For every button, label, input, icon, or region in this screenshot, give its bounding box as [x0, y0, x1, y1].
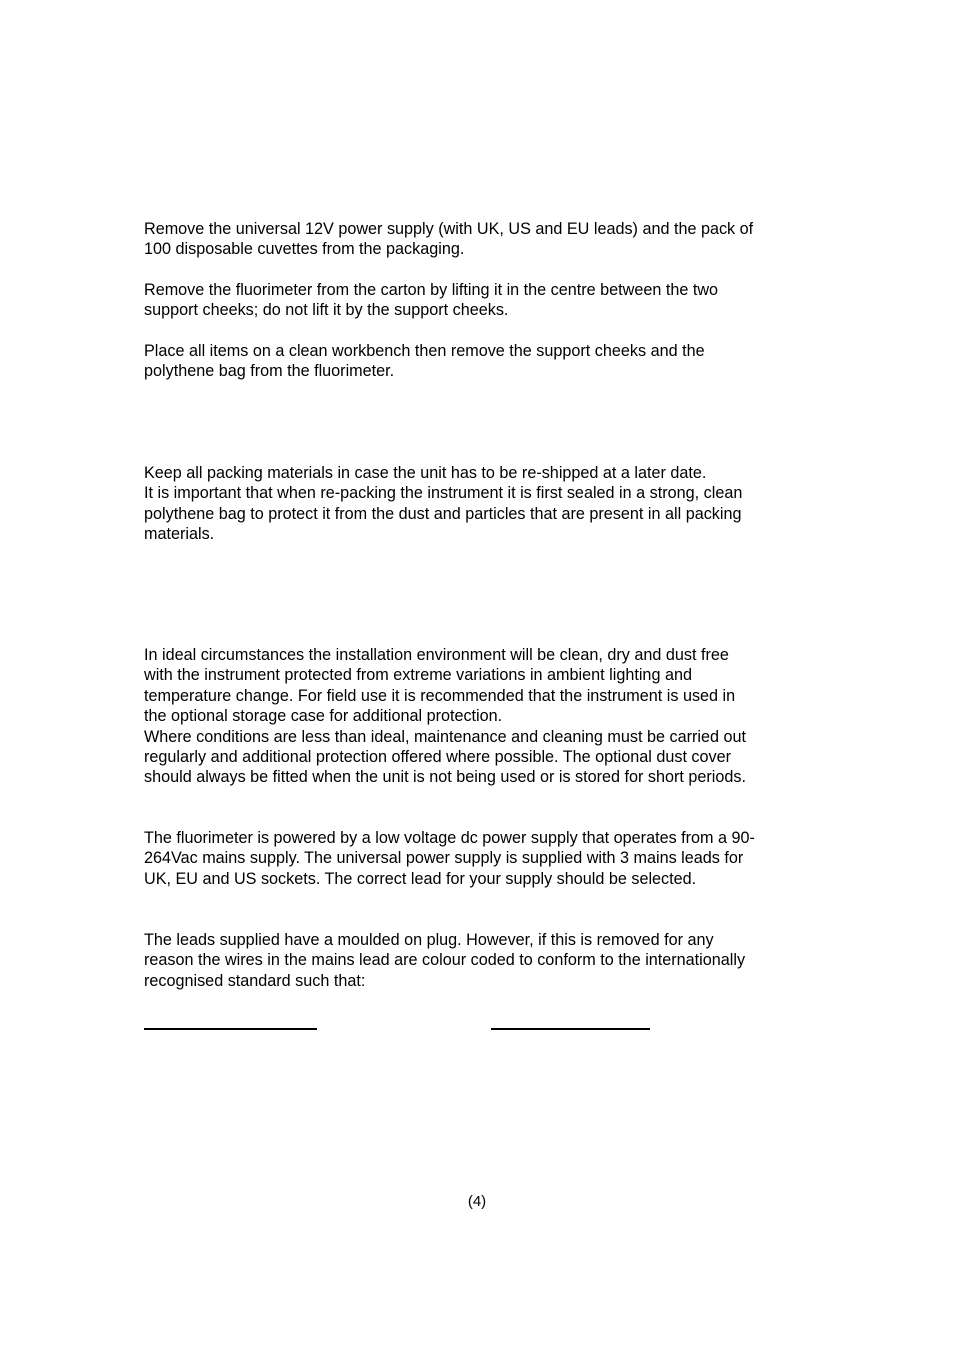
paragraph-power-supply [144, 828, 824, 889]
underline-rule-left [144, 1028, 317, 1030]
text-line: polythene bag from the fluorimeter. [144, 362, 395, 381]
paragraph-unpack-power-supply [144, 219, 824, 260]
paragraph-unpack-fluorimeter [144, 280, 824, 321]
text-line: recognised standard such that: [144, 971, 366, 990]
paragraph-mains-leads [144, 930, 824, 991]
text-line: 100 disposable cuvettes from the packaging. [144, 240, 465, 259]
paragraph-place-items [144, 341, 824, 382]
text-line: temperature change. For field use it is recommended that the instrument is used in [144, 686, 736, 705]
paragraph-packing-materials [144, 463, 824, 545]
text-line: In ideal circumstances the installation environment will be clean, dry and dust free [144, 646, 729, 664]
text-line: the optional storage case for additional protection. [144, 707, 503, 726]
text-line: regularly and additional protection offered where possible. The optional dust cover [144, 748, 732, 767]
text-line: support cheeks; do not lift it by the support cheeks. [144, 301, 509, 320]
text-line: with the instrument protected from extreme variations in ambient lighting and [144, 666, 692, 685]
paragraph-installation-environment [144, 645, 824, 788]
text-line: 264Vac mains supply. The universal power supply is supplied with 3 mains leads for [144, 849, 744, 868]
text-line: The fluorimeter is powered by a low voltage dc power supply that operates from a 90- [144, 829, 755, 847]
text-line: It is important that when re-packing the instrument it is first sealed in a strong, clean [144, 484, 743, 503]
text-line: Keep all packing materials in case the unit has to be re-shipped at a later date. [144, 464, 707, 482]
text-line: reason the wires in the mains lead are colour coded to conform to the internationally [144, 951, 746, 970]
text-line: should always be fitted when the unit is not being used or is stored for short periods. [144, 768, 746, 787]
page-number: (4) [467, 1193, 487, 1210]
text-line: materials. [144, 525, 215, 544]
text-line: Place all items on a clean workbench then remove the support cheeks and the [144, 342, 705, 360]
underline-rule-right [491, 1028, 650, 1030]
text-line: Remove the universal 12V power supply (with UK, US and EU leads) and the pack of [144, 220, 754, 238]
text-line: Remove the fluorimeter from the carton by lifting it in the centre between the two [144, 281, 719, 299]
text-line: The leads supplied have a moulded on plug. However, if this is removed for any [144, 931, 714, 949]
text-line: UK, EU and US sockets. The correct lead for your supply should be selected. [144, 869, 697, 888]
text-line: Where conditions are less than ideal, maintenance and cleaning must be carried out [144, 727, 746, 746]
text-line: polythene bag to protect it from the dust and particles that are present in all packing [144, 504, 742, 523]
